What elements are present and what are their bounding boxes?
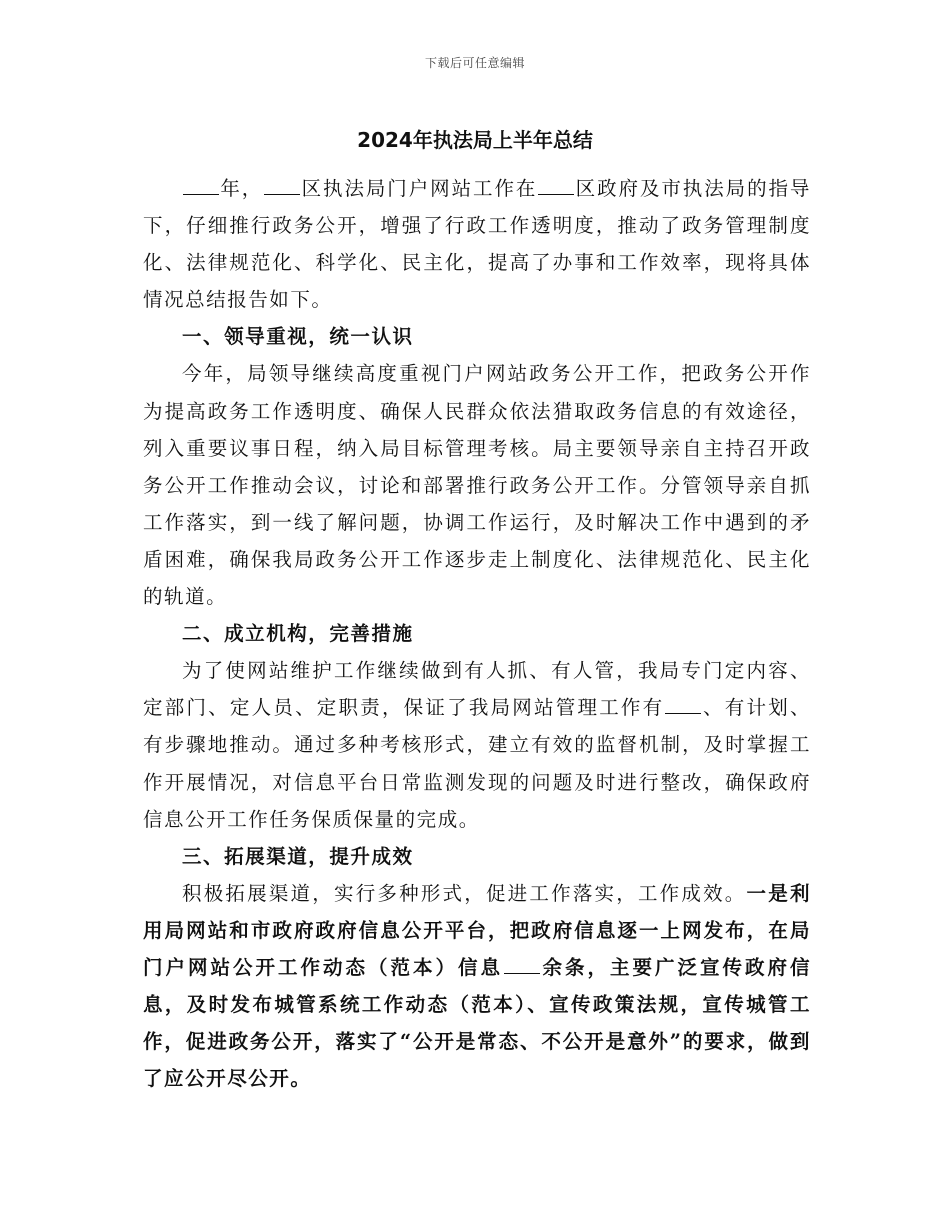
document-body — [143, 170, 811, 1097]
section-3-paragraph — [143, 875, 811, 1098]
section-2-text-2: 、有计划、有步骤地推动。通过多种考核形式，建立有效的监督机制，及时掌握工作开展情况，对信息平台日常监测发现的问题及时进行整改，确保政府信息公开工作任务保质保量的完成。 — [143, 696, 811, 831]
fill-blank — [538, 193, 574, 195]
fill-blank — [504, 972, 540, 974]
fill-blank — [264, 193, 300, 195]
section-1-paragraph: 今年，局领导继续高度重视门户网站政务公开工作，把政务公开作为提高政务工作透明度、确保人民群众依法猎取政务信息的有效途径，列入重要议事日程，纳入局目标管理考核。局主要领导亲自主持召开政务公开工作推动会议，讨论和部署推行政务公开工作。分管领导亲自抓工作落实，到一线了解问题，协调工作运行，及时解决工作中遇到的矛盾困难，确保我局政务公开工作逐步走上制度化、法律规范化、民主化的轨道。 — [143, 362, 811, 609]
fill-blank — [665, 712, 701, 714]
section-3-text-bold-1: 一是利用局网站和市政府政府信息公开平台，把政府信息逐一上网发布，在局门户网站公开工作动态（范本）信息 — [143, 881, 811, 979]
intro-text-2: 区执法局门户网站工作在 — [301, 177, 538, 200]
section-2-paragraph — [143, 652, 811, 837]
section-3-heading: 三、拓展渠道，提升成效 — [182, 844, 414, 868]
intro-text-1: 年， — [220, 177, 264, 200]
section-2-text-1: 为了使网站维护工作继续做到有人抓、有人管，我局专门定内容、定部门、定人员、定职责，保证了我局网站管理工作有 — [143, 659, 811, 720]
intro-text-3: 区政府及市执法局的指导下，仔细推行政务公开，增强了行政工作透明度，推动了政务管理制度化、法律规范化、科学化、民主化，提高了办事和工作效率，现将具体情况总结报告如下。 — [143, 177, 811, 312]
header-note: 下载后可任意编辑 — [424, 56, 525, 70]
section-1-heading: 一、领导重视，统一认识 — [182, 325, 414, 349]
document-title: 2024年执法局上半年总结 — [357, 128, 593, 152]
intro-paragraph — [143, 170, 811, 318]
section-3-text-normal: 积极拓展渠道，实行多种形式，促进工作落实，工作成效。 — [182, 881, 747, 905]
section-3-text-bold-2: 余条，主要广泛宣传政府信息，及时发布城管系统工作动态（范本）、宣传政策法规，宣传城管工作，促进政务公开，落实了“公开是常态、不公开是意外”的要求，做到了应公开尽公开。 — [143, 955, 811, 1091]
section-2-heading: 二、成立机构，完善措施 — [182, 622, 414, 646]
fill-blank — [183, 193, 219, 195]
